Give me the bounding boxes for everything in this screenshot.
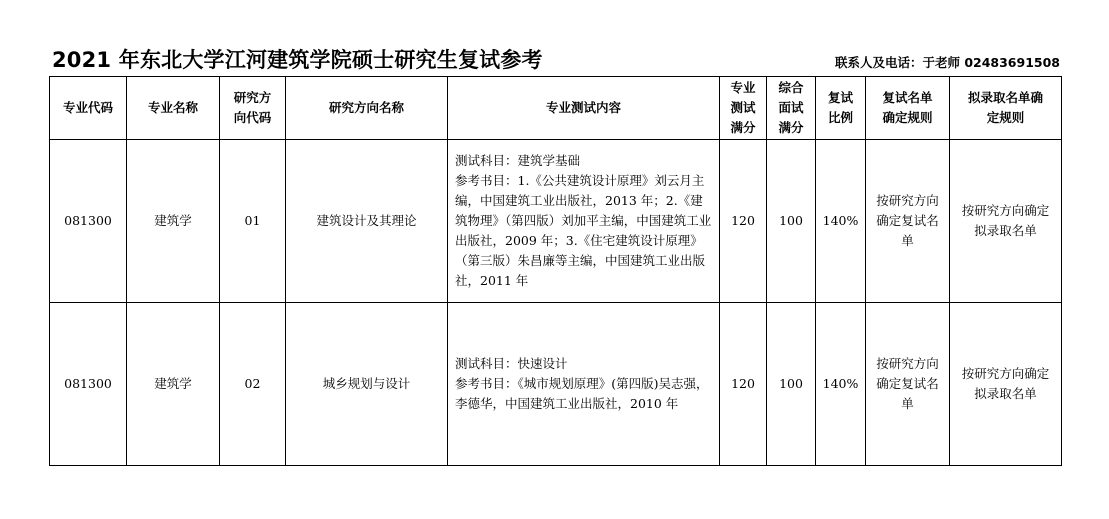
header-direction-name: 研究方向名称 bbox=[286, 77, 448, 140]
table-header-row bbox=[50, 77, 1062, 140]
cell-direction-name: 城乡规划与设计 bbox=[286, 303, 448, 466]
cell-major-code: 081300 bbox=[50, 303, 127, 466]
header-major-name: 专业名称 bbox=[127, 77, 220, 140]
cell-retest-rule: 按研究方向确定复试名单 bbox=[866, 140, 950, 303]
cell-ratio: 140% bbox=[816, 303, 866, 466]
cell-major-code: 081300 bbox=[50, 140, 127, 303]
cell-major-name: 建筑学 bbox=[127, 303, 220, 466]
cell-major-name: 建筑学 bbox=[127, 140, 220, 303]
cell-test-content: 测试科目：快速设计 参考书目：《城市规划原理》(第四版)吴志强，李德华，中国建筑工业出版社，2010 年 bbox=[448, 303, 720, 466]
contact-info: 联系人及电话：于老师 02483691508 bbox=[834, 55, 1060, 70]
admission-table bbox=[49, 76, 1062, 466]
cell-direction-code: 02 bbox=[220, 303, 286, 466]
header-retest-rule: 复试名单确定规则 bbox=[866, 77, 950, 140]
cell-admit-rule: 按研究方向确定拟录取名单 bbox=[950, 140, 1062, 303]
header-admit-rule: 拟录取名单确定规则 bbox=[950, 77, 1062, 140]
cell-interview-score: 100 bbox=[767, 140, 816, 303]
page-title: 2021 年东北大学江河建筑学院硕士研究生复试参考 bbox=[52, 48, 543, 72]
cell-test-content: 测试科目：建筑学基础 参考书目：1.《公共建筑设计原理》刘云月主编，中国建筑工业出版社，2013 年；2.《建筑物理》（第四版）刘加平主编，中国建筑工业出版社，2009 年；3.《住宅建筑设计原理》（第三版）朱昌廉等主编，中国建筑工业出版社，2011 年 bbox=[448, 140, 720, 303]
header-direction-code: 研究方向代码 bbox=[220, 77, 286, 140]
header-test-score: 专业测试满分 bbox=[720, 77, 767, 140]
cell-direction-name: 建筑设计及其理论 bbox=[286, 140, 448, 303]
cell-admit-rule: 按研究方向确定拟录取名单 bbox=[950, 303, 1062, 466]
cell-test-score: 120 bbox=[720, 140, 767, 303]
table-row bbox=[50, 303, 1062, 466]
cell-interview-score: 100 bbox=[767, 303, 816, 466]
table-row bbox=[50, 140, 1062, 303]
header-interview-score: 综合面试满分 bbox=[767, 77, 816, 140]
header-ratio: 复试比例 bbox=[816, 77, 866, 140]
header-major-code: 专业代码 bbox=[50, 77, 127, 140]
cell-test-score: 120 bbox=[720, 303, 767, 466]
cell-retest-rule: 按研究方向确定复试名单 bbox=[866, 303, 950, 466]
header-test-content: 专业测试内容 bbox=[448, 77, 720, 140]
cell-ratio: 140% bbox=[816, 140, 866, 303]
cell-direction-code: 01 bbox=[220, 140, 286, 303]
